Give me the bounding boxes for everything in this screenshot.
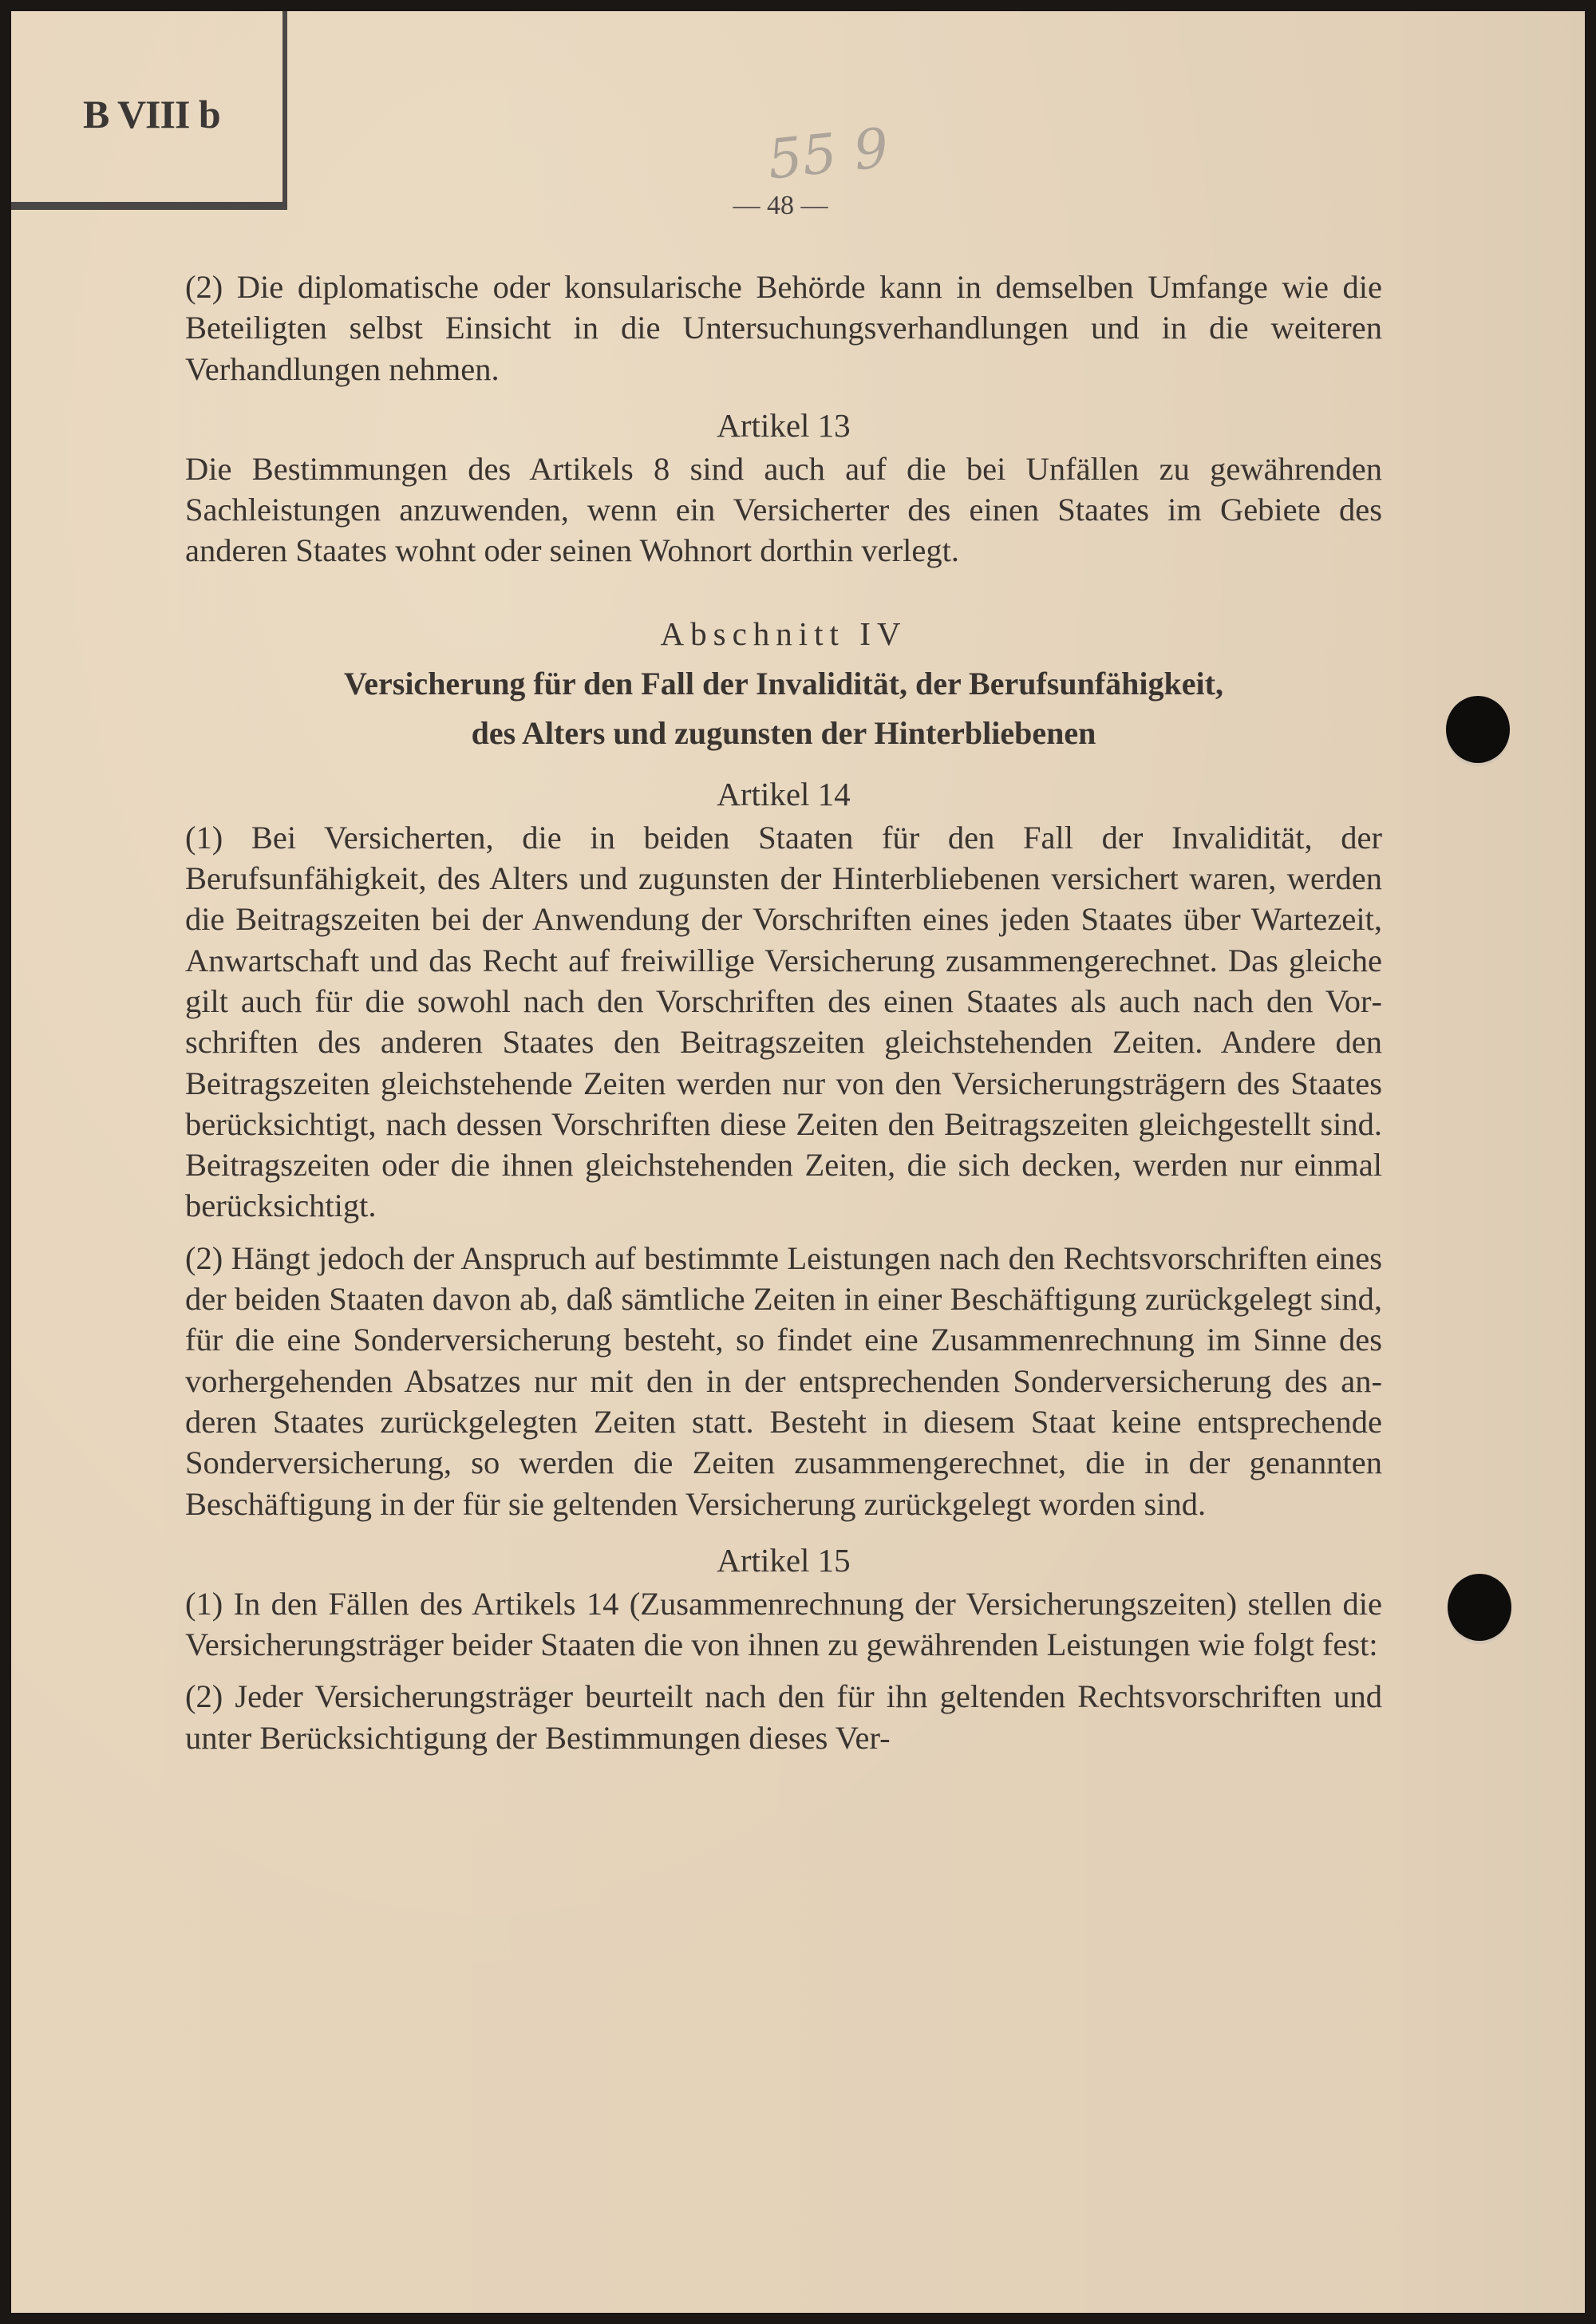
paragraph-art14-2: (2) Hängt jedoch der Anspruch auf bestimmte Leistungen nach den Rechtsvorschriften eines der beiden Staaten davon ab, daß sämtliche Zeiten in einer Beschäftigung zurückgelegt sind, für die eine Sonderversicherung besteht, so findet eine Zusammenrechnung im Sinne des vorhergehenden Absatzes nur mit den in der entsprechenden Sonderversicherung des anderen Staates zurückgelegten Zeiten statt. Besteht in diesem Staat keine entsprechende Sonderversicherung, so werden die Zeiten zusammengerechnet, die in der genannten Beschäftigung in der für sie geltenden Versicherung zurückgelegt worden sind. [185,1239,1382,1522]
paragraph-art13: Die Bestimmungen des Artikels 8 sind auch auf die bei Unfällen zu gewährenden Sachleistungen anzuwenden, wenn ein Versicherter des einen Staates im Gebiete des anderen Staates wohnt oder seinen Wohnort dorthin verlegt. [185,450,1382,569]
document-body [185,267,1382,1758]
document-page [11,11,1585,2313]
section-title-line-2: des Alters und zugunsten der Hinterbliebenen [471,714,1096,751]
article-heading-14: Artikel 14 [717,775,851,812]
paragraph-art15-2: (2) Jeder Versicherungsträger beurteilt nach den für ihn geltenden Rechtsvorschriften und unter Berücksichtigung der Bestimmungen dieses Ver- [185,1678,1382,1756]
punch-hole-icon [1448,1574,1511,1641]
article-heading-13: Artikel 13 [717,406,851,444]
section-title-line-1: Versicherung für den Fall der Invalidität, der Berufsunfähigkeit, [344,665,1223,702]
paragraph-art15-1: (1) In den Fällen des Artikels 14 (Zusammenrechnung der Versicherungszeiten) stellen die Versicherungsträger beider Staaten die von ihnen zu gewährenden Leistungen wie folgt fest: [185,1585,1382,1663]
classification-stamp-box [11,11,287,210]
article-heading-15: Artikel 15 [717,1541,851,1579]
paragraph-art14-1: (1) Bei Versicherten, die in beiden Staaten für den Fall der Invalidität, der Berufsunfähigkeit, des Alters und zugunsten der Hinterbliebenen versichert waren, werden die Beitragszeiten bei der Anwendung der Vorschriften eines jeden Staates über Wartezeit, Anwartschaft und das Recht auf freiwillige Versicherung zusammengerechnet. Das gleiche gilt auch für die sowohl nach den Vorschriften des einen Staates als auch nach den Vorschriften des anderen Staates den Beitragszeiten gleichstehenden Zeiten. Andere den Beitragszeiten gleichstehende Zeiten werden nur von den Versicherungsträgern des Staates berücksichtigt, nach dessen Vorschriften diese Zeiten den Beitragszeiten gleichgestellt sind. Beitragszeiten oder die ihnen gleichstehenden Zeiten, die sich decken, werden nur einmal berücksichtigt. [185,819,1382,1224]
section-heading: Abschnitt IV [660,615,907,652]
classification-label: B VIII b [83,92,220,136]
handwritten-page-annotation: 55 9 [764,117,892,192]
page-number: — 48 — [733,191,828,220]
paragraph-art12-2: (2) Die diplomatische oder konsularische Behörde kann in demselben Umfange wie die Beteiligten selbst Einsicht in die Untersuchungsverhandlungen und in die weiteren Verhandlungen nehmen. [185,269,1382,387]
punch-hole-icon [1446,696,1510,763]
